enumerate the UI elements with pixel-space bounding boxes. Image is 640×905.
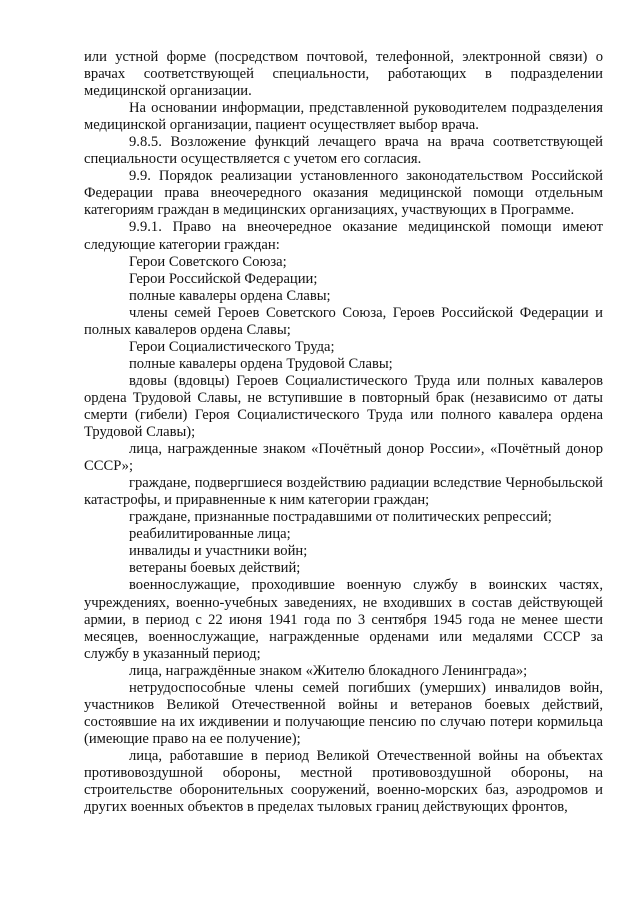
document-page bbox=[84, 49, 603, 816]
list-item: граждане, подвергшиеся воздействию радиации вследствие Чернобыльской катастрофы, и приравненные к ним категории граждан; bbox=[84, 475, 603, 509]
list-item: Герои Социалистического Труда; bbox=[129, 338, 335, 355]
paragraph-9-9: 9.9. Порядок реализации установленного законодательством Российской Федерации права внеочередного оказания медицинской помощи отдельным категориям граждан в медицинских организациях, участвующих в Программе. bbox=[84, 168, 603, 219]
list-item: лица, награжденные знаком «Почётный донор России», «Почётный донор СССР»; bbox=[84, 441, 603, 475]
list-item: граждане, признанные пострадавшими от политических репрессий; bbox=[129, 509, 552, 526]
paragraph-continuation: или устной форме (посредством почтовой, телефонной, электронной связи) о врачах соответствующей специальности, работающих в подразделении медицинской организации. bbox=[84, 49, 603, 100]
list-item: нетрудоспособные члены семей погибших (умерших) инвалидов войн, участников Великой Отечественной войны и ветеранов боевых действий, состоявшие на их иждивении и получающие пенсию по случаю потери кормильца (имеющие право на ее получение); bbox=[84, 679, 603, 747]
list-item: реабилитированные лица; bbox=[129, 526, 291, 543]
list-item: военнослужащие, проходившие военную службу в воинских частях, учреждениях, военно-учебных заведениях, не входивших в состав действующей армии, в период с 22 июня 1941 года по 3 сентября 1945 года не менее шести месяцев, военнослужащие, награжденные орденами или медалями СССР за службу в указанный период; bbox=[84, 577, 603, 662]
list-item: ветераны боевых действий; bbox=[129, 560, 301, 577]
list-item: Герои Советского Союза; bbox=[129, 253, 287, 270]
list-item: полные кавалеры ордена Трудовой Славы; bbox=[129, 355, 393, 372]
list-item: члены семей Героев Советского Союза, Героев Российской Федерации и полных кавалеров ордена Славы; bbox=[84, 304, 603, 338]
list-item: лица, награждённые знаком «Жителю блокадного Ленинграда»; bbox=[129, 662, 528, 679]
paragraph-9-9-1: 9.9.1. Право на внеочередное оказание медицинской помощи имеют следующие категории граждан: bbox=[84, 219, 603, 253]
list-item: полные кавалеры ордена Славы; bbox=[129, 287, 331, 304]
paragraph-9-8-5: 9.8.5. Возложение функций лечащего врача на врача соответствующей специальности осуществляется с учетом его согласия. bbox=[84, 134, 603, 168]
list-item: инвалиды и участники войн; bbox=[129, 543, 308, 560]
list-item: лица, работавшие в период Великой Отечественной войны на объектах противовоздушной обороны, местной противовоздушной обороны, на строительстве оборонительных сооружений, военно-морских баз, аэродромов и других военных объектов в пределах тыловых границ действующих фронтов, bbox=[84, 747, 603, 816]
paragraph-doctor-choice: На основании информации, представленной руководителем подразделения медицинской организации, пациент осуществляет выбор врача. bbox=[84, 100, 603, 134]
list-item: вдовы (вдовцы) Героев Социалистического Труда или полных кавалеров ордена Трудовой Славы, не вступившие в повторный брак (независимо от даты смерти (гибели) Героя Социалистического Труда или полного кавалера ордена Трудовой Славы); bbox=[84, 372, 603, 441]
list-item: Герои Российской Федерации; bbox=[129, 270, 318, 287]
